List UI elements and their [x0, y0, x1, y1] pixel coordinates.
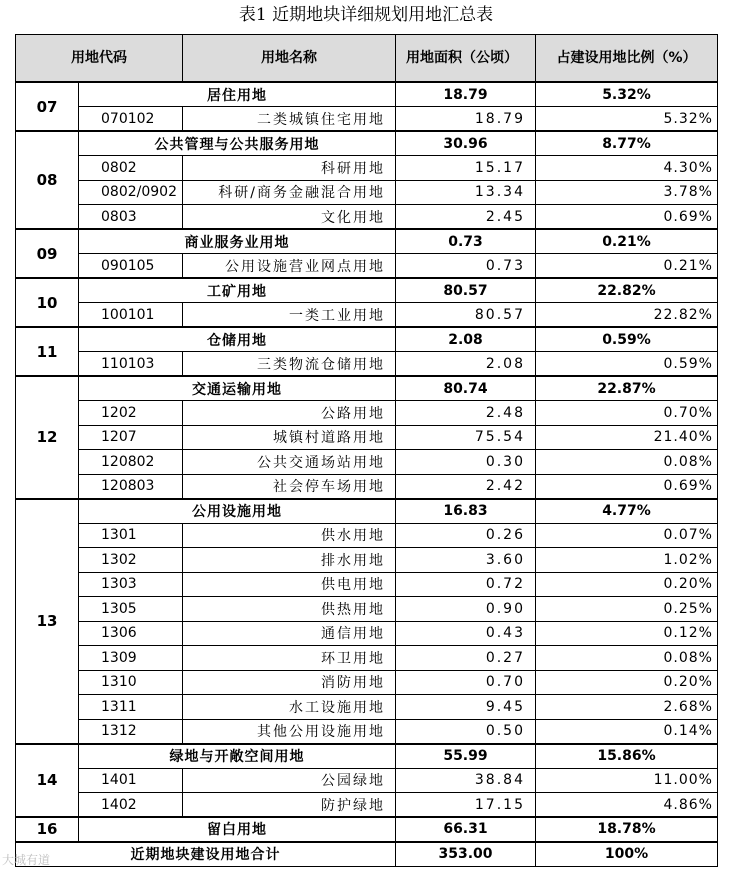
category-row [16, 131, 718, 156]
table-row [16, 572, 718, 597]
category-area: 80.74 [395, 376, 535, 401]
subcategory-code: 110103 [79, 352, 183, 377]
subcategory-name: 供热用地 [182, 597, 395, 622]
subcategory-ratio: 3.78% [535, 180, 717, 205]
subcategory-area: 0.70 [395, 670, 535, 695]
subcategory-ratio: 0.69% [535, 474, 717, 499]
table-row [16, 254, 718, 279]
category-ratio: 8.77% [535, 131, 717, 156]
table-row [16, 719, 718, 744]
category-area: 0.73 [395, 229, 535, 254]
table-body [16, 82, 718, 866]
subcategory-area: 18.79 [395, 107, 535, 132]
subcategory-area: 0.73 [395, 254, 535, 279]
subcategory-name: 防护绿地 [182, 793, 395, 818]
subcategory-area: 13.34 [395, 180, 535, 205]
subcategory-name: 通信用地 [182, 621, 395, 646]
group-code: 10 [16, 278, 79, 327]
category-row [16, 499, 718, 524]
group-code: 07 [16, 82, 79, 131]
category-row [16, 376, 718, 401]
table-row [16, 401, 718, 426]
table-row [16, 695, 718, 720]
subcategory-code: 1302 [79, 548, 183, 573]
table-row [16, 450, 718, 475]
subcategory-ratio: 0.08% [535, 450, 717, 475]
category-ratio: 18.78% [535, 817, 717, 842]
table-row [16, 597, 718, 622]
subcategory-name: 社会停车场用地 [182, 474, 395, 499]
total-area: 353.00 [395, 842, 535, 867]
subcategory-name: 公共交通场站用地 [182, 450, 395, 475]
table-title: 表1 近期地块详细规划用地汇总表 [238, 5, 494, 25]
subcategory-code: 1303 [79, 572, 183, 597]
subcategory-name: 一类工业用地 [182, 303, 395, 328]
subcategory-name: 供电用地 [182, 572, 395, 597]
subcategory-ratio: 0.20% [535, 572, 717, 597]
category-name: 公用设施用地 [79, 499, 396, 524]
table-row [16, 646, 718, 671]
group-code: 08 [16, 131, 79, 229]
subcategory-name: 环卫用地 [182, 646, 395, 671]
subcategory-name: 城镇村道路用地 [182, 425, 395, 450]
subcategory-area: 2.45 [395, 205, 535, 230]
group-code: 12 [16, 376, 79, 499]
subcategory-area: 0.26 [395, 523, 535, 548]
subcategory-code: 1202 [79, 401, 183, 426]
subcategory-area: 15.17 [395, 156, 535, 181]
subcategory-ratio: 0.21% [535, 254, 717, 279]
header-row [16, 35, 718, 83]
group-code: 13 [16, 499, 79, 744]
category-ratio: 4.77% [535, 499, 717, 524]
category-row [16, 817, 718, 842]
table-row [16, 156, 718, 181]
total-label: 近期地块建设用地合计 [16, 842, 396, 867]
subcategory-name: 三类物流仓储用地 [182, 352, 395, 377]
group-code: 14 [16, 744, 79, 818]
table-row [16, 303, 718, 328]
header-area: 用地面积（公顷） [395, 35, 535, 83]
table-row [16, 793, 718, 818]
table-row [16, 205, 718, 230]
subcategory-code: 1306 [79, 621, 183, 646]
category-area: 80.57 [395, 278, 535, 303]
subcategory-code: 1310 [79, 670, 183, 695]
subcategory-name: 其他公用设施用地 [182, 719, 395, 744]
group-code: 16 [16, 817, 79, 842]
category-name: 留白用地 [79, 817, 396, 842]
subcategory-area: 38.84 [395, 768, 535, 793]
subcategory-name: 水工设施用地 [182, 695, 395, 720]
group-code: 09 [16, 229, 79, 278]
subcategory-ratio: 22.82% [535, 303, 717, 328]
subcategory-code: 120802 [79, 450, 183, 475]
total-row [16, 842, 718, 867]
subcategory-ratio: 0.20% [535, 670, 717, 695]
category-area: 2.08 [395, 327, 535, 352]
subcategory-name: 公园绿地 [182, 768, 395, 793]
subcategory-ratio: 0.08% [535, 646, 717, 671]
subcategory-code: 0803 [79, 205, 183, 230]
category-ratio: 22.82% [535, 278, 717, 303]
subcategory-name: 科研/商务金融混合用地 [182, 180, 395, 205]
table-row [16, 621, 718, 646]
category-row [16, 278, 718, 303]
category-row [16, 744, 718, 769]
category-row [16, 327, 718, 352]
subcategory-ratio: 0.69% [535, 205, 717, 230]
subcategory-ratio: 0.25% [535, 597, 717, 622]
category-row [16, 229, 718, 254]
subcategory-code: 1311 [79, 695, 183, 720]
table-row [16, 670, 718, 695]
table-row [16, 180, 718, 205]
subcategory-code: 1402 [79, 793, 183, 818]
subcategory-ratio: 0.70% [535, 401, 717, 426]
table-row [16, 523, 718, 548]
category-row [16, 82, 718, 107]
subcategory-name: 公路用地 [182, 401, 395, 426]
table-row [16, 107, 718, 132]
category-area: 16.83 [395, 499, 535, 524]
category-area: 18.79 [395, 82, 535, 107]
subcategory-ratio: 4.86% [535, 793, 717, 818]
subcategory-ratio: 21.40% [535, 425, 717, 450]
subcategory-area: 0.72 [395, 572, 535, 597]
subcategory-code: 070102 [79, 107, 183, 132]
category-name: 仓储用地 [79, 327, 396, 352]
header-name: 用地名称 [182, 35, 395, 83]
subcategory-name: 二类城镇住宅用地 [182, 107, 395, 132]
subcategory-name: 公用设施营业网点用地 [182, 254, 395, 279]
subcategory-code: 120803 [79, 474, 183, 499]
category-name: 居住用地 [79, 82, 396, 107]
table-row [16, 352, 718, 377]
subcategory-name: 供水用地 [182, 523, 395, 548]
subcategory-ratio: 1.02% [535, 548, 717, 573]
subcategory-area: 0.50 [395, 719, 535, 744]
category-area: 55.99 [395, 744, 535, 769]
subcategory-code: 1305 [79, 597, 183, 622]
table-row [16, 425, 718, 450]
subcategory-code: 090105 [79, 254, 183, 279]
subcategory-area: 0.43 [395, 621, 535, 646]
subcategory-area: 0.27 [395, 646, 535, 671]
category-name: 公共管理与公共服务用地 [79, 131, 396, 156]
subcategory-ratio: 11.00% [535, 768, 717, 793]
table-row [16, 768, 718, 793]
group-code: 11 [16, 327, 79, 376]
category-name: 商业服务业用地 [79, 229, 396, 254]
subcategory-code: 1207 [79, 425, 183, 450]
subcategory-area: 2.48 [395, 401, 535, 426]
table-row [16, 548, 718, 573]
subcategory-ratio: 0.14% [535, 719, 717, 744]
subcategory-area: 9.45 [395, 695, 535, 720]
subcategory-area: 0.30 [395, 450, 535, 475]
category-ratio: 22.87% [535, 376, 717, 401]
subcategory-name: 排水用地 [182, 548, 395, 573]
subcategory-ratio: 4.30% [535, 156, 717, 181]
subcategory-area: 2.08 [395, 352, 535, 377]
table-row [16, 474, 718, 499]
category-name: 工矿用地 [79, 278, 396, 303]
subcategory-area: 17.15 [395, 793, 535, 818]
subcategory-ratio: 2.68% [535, 695, 717, 720]
subcategory-area: 75.54 [395, 425, 535, 450]
subcategory-code: 1312 [79, 719, 183, 744]
total-ratio: 100% [535, 842, 717, 867]
subcategory-code: 1309 [79, 646, 183, 671]
subcategory-ratio: 0.12% [535, 621, 717, 646]
subcategory-area: 0.90 [395, 597, 535, 622]
category-ratio: 5.32% [535, 82, 717, 107]
header-code: 用地代码 [16, 35, 183, 83]
category-name: 交通运输用地 [79, 376, 396, 401]
subcategory-name: 消防用地 [182, 670, 395, 695]
subcategory-area: 2.42 [395, 474, 535, 499]
subcategory-ratio: 0.59% [535, 352, 717, 377]
category-ratio: 0.59% [535, 327, 717, 352]
subcategory-ratio: 5.32% [535, 107, 717, 132]
category-ratio: 0.21% [535, 229, 717, 254]
subcategory-code: 100101 [79, 303, 183, 328]
land-use-summary-table [15, 34, 718, 867]
subcategory-area: 3.60 [395, 548, 535, 573]
subcategory-code: 0802/0902 [79, 180, 183, 205]
subcategory-code: 1401 [79, 768, 183, 793]
subcategory-name: 文化用地 [182, 205, 395, 230]
subcategory-code: 0802 [79, 156, 183, 181]
category-area: 66.31 [395, 817, 535, 842]
subcategory-ratio: 0.07% [535, 523, 717, 548]
header-ratio: 占建设用地比例（%） [535, 35, 717, 83]
watermark: 大城有道 [2, 853, 51, 867]
subcategory-code: 1301 [79, 523, 183, 548]
category-ratio: 15.86% [535, 744, 717, 769]
subcategory-name: 科研用地 [182, 156, 395, 181]
category-name: 绿地与开敞空间用地 [79, 744, 396, 769]
subcategory-area: 80.57 [395, 303, 535, 328]
category-area: 30.96 [395, 131, 535, 156]
